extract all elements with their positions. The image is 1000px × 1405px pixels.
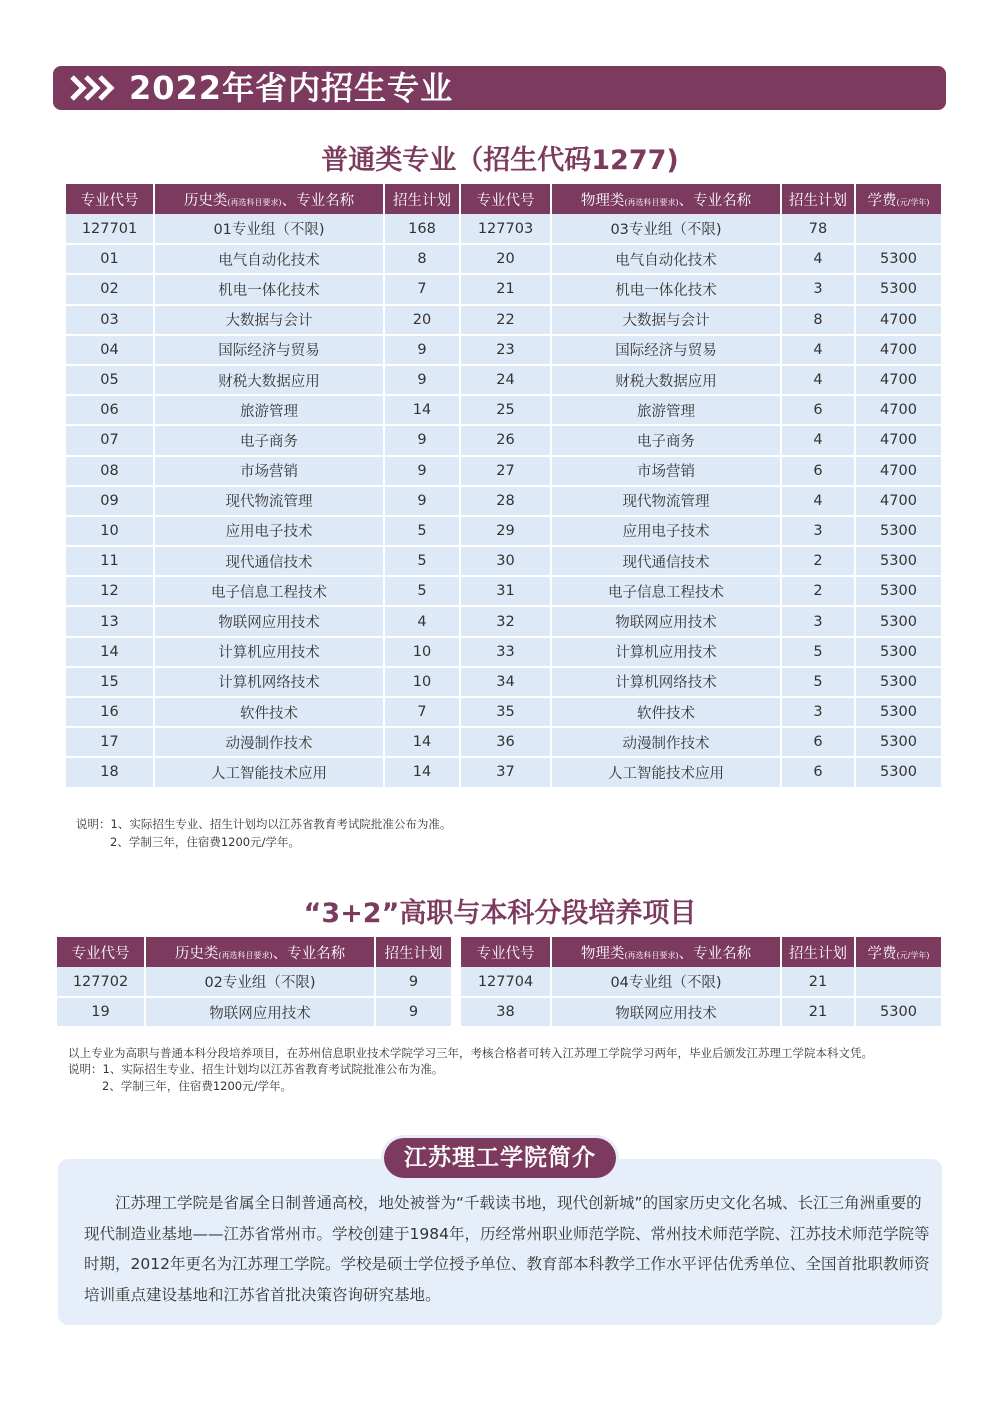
table-row [66,244,459,274]
cell-plan: 9 [384,365,459,395]
cell-plan: 8 [781,305,855,335]
cell-major-name: 计算机应用技术 [154,637,384,667]
cell-major-name: 财税大数据应用 [154,365,384,395]
cell-code: 35 [461,697,551,727]
cell-plan: 168 [384,214,459,244]
cell-major-name: 04专业组（不限) [551,967,781,997]
intro-title: 江苏理工学院简介 [384,1138,616,1178]
cell-code: 27 [461,456,551,486]
cell-major-name: 人工智能技术应用 [154,757,384,787]
cell-plan: 6 [781,456,855,486]
cell-code: 26 [461,425,551,455]
cell-code: 15 [66,667,154,697]
cell-plan: 7 [384,697,459,727]
cell-fee: 5300 [855,546,941,576]
cell-plan: 5 [384,576,459,606]
table-row [66,697,459,727]
cell-fee: 5300 [855,637,941,667]
table-row [461,967,941,997]
cell-major-name: 旅游管理 [551,395,781,425]
cell-plan: 9 [375,967,451,997]
cell-major-name: 物联网应用技术 [551,606,781,636]
cell-code: 34 [461,667,551,697]
cell-plan: 9 [384,335,459,365]
cell-major-name: 人工智能技术应用 [551,757,781,787]
cell-major-name: 现代物流管理 [154,486,384,516]
cell-code: 127701 [66,214,154,244]
table-row [461,546,941,576]
table-row [461,274,941,304]
cell-plan: 5 [384,516,459,546]
table-row [461,486,941,516]
cell-major-name: 软件技术 [551,697,781,727]
cell-plan: 5 [384,546,459,576]
cell-plan: 6 [781,727,855,757]
cell-code: 06 [66,395,154,425]
cell-major-name: 市场营销 [154,456,384,486]
table-header-row [461,184,941,214]
cell-code: 38 [461,997,551,1027]
cell-plan: 10 [384,667,459,697]
intro-text: 江苏理工学院是省属全日制普通高校，地处被誉为“千载读书地，现代创新城”的国家历史文化名城、长江三角洲重要的现代制造业基地——江苏省常州市。学校创建于1984年，历经常州职业师范学院、常州技术师范学院、江苏技术师范学院等时期，2012年更名为江苏理工学院。学校是硕士学位授予单位、教育部本科教学工作水平评估优秀单位、全国首批职教师资培训重点建设基地和江苏省首批决策咨询研究基地。 [84,1194,930,1304]
cell-plan: 4 [781,244,855,274]
note-line: 说明：1、实际招生专业、招生计划均以江苏省教育考试院批准公布为准。 [68,1062,444,1076]
cell-major-name: 物联网应用技术 [551,997,781,1027]
cell-plan: 21 [781,967,855,997]
cell-fee: 4700 [855,456,941,486]
cell-plan: 6 [781,395,855,425]
cell-plan: 9 [384,486,459,516]
cell-code: 04 [66,335,154,365]
cell-major-name: 财税大数据应用 [551,365,781,395]
cell-plan: 9 [384,456,459,486]
cell-plan: 3 [781,516,855,546]
table-row [66,516,459,546]
section-title-regular: 普通类专业（招生代码1277) [321,145,679,176]
table-row [461,425,941,455]
cell-plan: 4 [781,335,855,365]
physics-majors-table [461,184,941,789]
header-name: 历史类(再选科目要求)、专业名称 [154,184,384,214]
cell-code: 25 [461,395,551,425]
cell-major-name: 机电一体化技术 [551,274,781,304]
cell-major-name: 计算机网络技术 [551,667,781,697]
cell-plan: 2 [781,576,855,606]
cell-major-name: 电子信息工程技术 [154,576,384,606]
cell-plan: 10 [384,637,459,667]
cell-plan: 6 [781,757,855,787]
note-line: 说明：1、实际招生专业、招生计划均以江苏省教育考试院批准公布为准。 [76,817,452,831]
cell-major-name: 现代通信技术 [154,546,384,576]
cell-fee: 5300 [855,997,941,1027]
cell-code: 33 [461,637,551,667]
table-row [461,456,941,486]
cell-code: 29 [461,516,551,546]
cell-fee: 4700 [855,305,941,335]
cell-plan: 5 [781,667,855,697]
table-row [66,727,459,757]
cell-code: 11 [66,546,154,576]
table-row [66,546,459,576]
table-header-row [57,937,451,967]
cell-fee [855,967,941,997]
table-row [461,576,941,606]
cell-major-name: 动漫制作技术 [551,727,781,757]
table-row [66,757,459,787]
cell-major-name: 物联网应用技术 [145,997,375,1027]
cell-code: 14 [66,637,154,667]
cell-code: 03 [66,305,154,335]
history-majors-table [66,184,459,789]
cell-code: 37 [461,757,551,787]
table-row [461,637,941,667]
cell-fee: 5300 [855,516,941,546]
cell-code: 32 [461,606,551,636]
note-line: 2、学制三年，住宿费1200元/学年。 [110,835,300,849]
cell-code: 13 [66,606,154,636]
cell-fee: 5300 [855,576,941,606]
cell-major-name: 电子商务 [551,425,781,455]
header-code: 专业代号 [66,184,154,214]
cell-major-name: 机电一体化技术 [154,274,384,304]
table-row [66,486,459,516]
cell-major-name: 动漫制作技术 [154,727,384,757]
double-chevron-right-icon [69,75,119,101]
cell-plan: 2 [781,546,855,576]
table-row [461,365,941,395]
history-3plus2-table [57,937,451,1028]
cell-plan: 78 [781,214,855,244]
cell-major-name: 电气自动化技术 [551,244,781,274]
cell-major-name: 计算机应用技术 [551,637,781,667]
cell-code: 10 [66,516,154,546]
cell-fee: 5300 [855,667,941,697]
cell-plan: 3 [781,606,855,636]
cell-code: 24 [461,365,551,395]
cell-code: 17 [66,727,154,757]
cell-fee: 4700 [855,365,941,395]
cell-major-name: 国际经济与贸易 [551,335,781,365]
cell-code: 36 [461,727,551,757]
cell-code: 08 [66,456,154,486]
cell-plan: 4 [384,606,459,636]
cell-major-name: 电子商务 [154,425,384,455]
cell-code: 09 [66,486,154,516]
table-row [461,214,941,244]
note-line: 2、学制三年，住宿费1200元/学年。 [102,1079,292,1093]
cell-code: 127702 [57,967,145,997]
table-row [66,365,459,395]
cell-major-name: 应用电子技术 [154,516,384,546]
table-row [461,697,941,727]
cell-plan: 14 [384,727,459,757]
cell-fee: 4700 [855,335,941,365]
cell-major-name: 01专业组（不限) [154,214,384,244]
header-plan: 招生计划 [375,937,451,967]
cell-plan: 3 [781,697,855,727]
cell-plan: 4 [781,425,855,455]
cell-plan: 4 [781,365,855,395]
table-row [66,335,459,365]
cell-code: 127704 [461,967,551,997]
table-row [66,637,459,667]
table-row [461,395,941,425]
header-plan: 招生计划 [384,184,459,214]
table-row [66,576,459,606]
cell-code: 30 [461,546,551,576]
cell-code: 19 [57,997,145,1027]
cell-plan: 9 [375,997,451,1027]
cell-code: 23 [461,335,551,365]
cell-code: 18 [66,757,154,787]
header-fee: 学费(元/学年) [855,184,941,214]
cell-fee: 4700 [855,395,941,425]
header-fee: 学费(元/学年) [855,937,941,967]
cell-fee: 5300 [855,697,941,727]
table-row [461,667,941,697]
cell-major-name: 02专业组（不限) [145,967,375,997]
table-row [66,395,459,425]
cell-fee: 4700 [855,425,941,455]
table-row [461,516,941,546]
cell-fee [855,214,941,244]
cell-plan: 7 [384,274,459,304]
table-row [66,274,459,304]
table-row [461,997,941,1027]
header-name: 历史类(再选科目要求)、专业名称 [145,937,375,967]
cell-major-name: 计算机网络技术 [154,667,384,697]
cell-fee: 5300 [855,757,941,787]
cell-major-name: 物联网应用技术 [154,606,384,636]
table-row [461,335,941,365]
header-code: 专业代号 [461,937,551,967]
cell-plan: 9 [384,425,459,455]
cell-fee: 4700 [855,486,941,516]
table-row [66,425,459,455]
table-row [66,606,459,636]
note-line: 以上专业为高职与普通本科分段培养项目，在苏州信息职业技术学院学习三年，考核合格者可转入江苏理工学院学习两年，毕业后颁发江苏理工学院本科文凭。 [68,1046,873,1060]
page-title: 2022年省内招生专业 [129,69,454,107]
table-row [57,967,451,997]
table-row [461,606,941,636]
cell-major-name: 应用电子技术 [551,516,781,546]
cell-major-name: 电子信息工程技术 [551,576,781,606]
cell-plan: 14 [384,757,459,787]
cell-code: 01 [66,244,154,274]
cell-major-name: 现代物流管理 [551,486,781,516]
cell-major-name: 大数据与会计 [551,305,781,335]
cell-plan: 4 [781,486,855,516]
cell-code: 31 [461,576,551,606]
cell-major-name: 国际经济与贸易 [154,335,384,365]
cell-code: 07 [66,425,154,455]
cell-code: 16 [66,697,154,727]
cell-code: 05 [66,365,154,395]
table-row [461,727,941,757]
cell-plan: 21 [781,997,855,1027]
table-row [57,997,451,1027]
table-row [461,244,941,274]
table-row [461,305,941,335]
table-header-row [461,937,941,967]
table-row [66,214,459,244]
table-row [66,456,459,486]
cell-code: 28 [461,486,551,516]
cell-code: 127703 [461,214,551,244]
table-row [66,667,459,697]
cell-major-name: 软件技术 [154,697,384,727]
cell-major-name: 旅游管理 [154,395,384,425]
header-code: 专业代号 [461,184,551,214]
cell-fee: 5300 [855,244,941,274]
table-header-row [66,184,459,214]
physics-3plus2-table [461,937,941,1028]
cell-plan: 20 [384,305,459,335]
section-title-3plus2: “3+2”高职与本科分段培养项目 [303,898,697,929]
cell-plan: 8 [384,244,459,274]
cell-fee: 5300 [855,606,941,636]
table-row [461,757,941,787]
cell-code: 22 [461,305,551,335]
cell-major-name: 市场营销 [551,456,781,486]
page-banner [53,66,946,110]
cell-code: 21 [461,274,551,304]
cell-major-name: 03专业组（不限) [551,214,781,244]
cell-code: 20 [461,244,551,274]
cell-major-name: 电气自动化技术 [154,244,384,274]
header-plan: 招生计划 [781,937,855,967]
header-name: 物理类(再选科目要求)、专业名称 [551,184,781,214]
cell-major-name: 现代通信技术 [551,546,781,576]
cell-plan: 14 [384,395,459,425]
header-plan: 招生计划 [781,184,855,214]
cell-plan: 3 [781,274,855,304]
cell-fee: 5300 [855,274,941,304]
cell-major-name: 大数据与会计 [154,305,384,335]
cell-plan: 5 [781,637,855,667]
cell-fee: 5300 [855,727,941,757]
header-name: 物理类(再选科目要求)、专业名称 [551,937,781,967]
header-code: 专业代号 [57,937,145,967]
cell-code: 12 [66,576,154,606]
cell-code: 02 [66,274,154,304]
table-row [66,305,459,335]
